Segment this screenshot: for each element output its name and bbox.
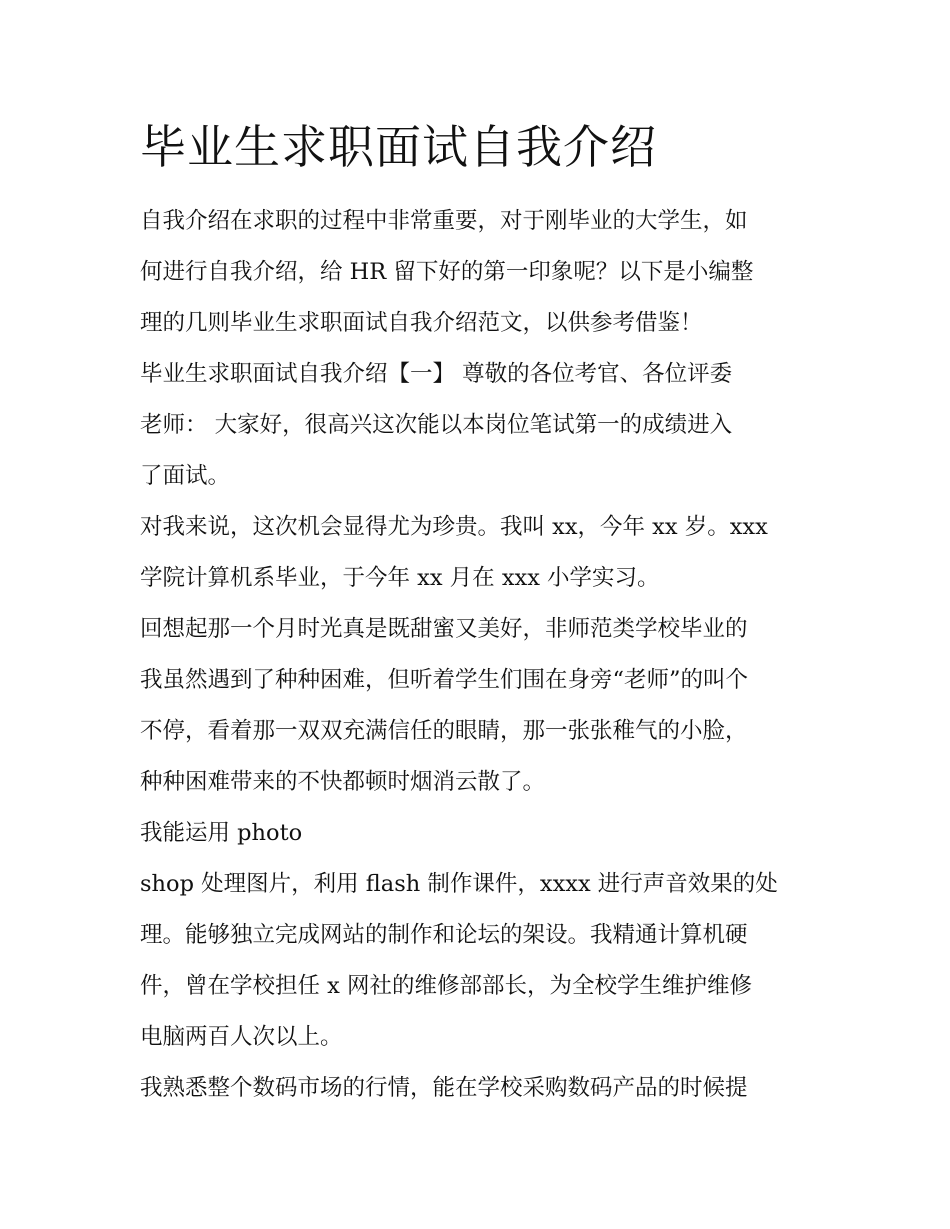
body-line: 毕业生求职面试自我介绍【一】 尊敬的各位考官、各位评委 <box>140 361 733 387</box>
body-line: 我熟悉整个数码市场的行情，能在学校采购数码产品的时候提 <box>140 1075 748 1101</box>
body-line: 我虽然遇到了种种困难，但听着学生们围在身旁“老师”的叫个 <box>140 667 749 693</box>
body-line: 种种困难带来的不快都顿时烟消云散了。 <box>140 769 546 795</box>
body-line: 电脑两百人次以上。 <box>140 1024 343 1050</box>
body-line: 对我来说，这次机会显得尤为珍贵。我叫 xx，今年 xx 岁。xxx <box>140 514 768 540</box>
body-line: 不停，看着那一双双充满信任的眼睛，那一张张稚气的小脸， <box>140 718 748 744</box>
body-line: 自我介绍在求职的过程中非常重要，对于刚毕业的大学生，如 <box>140 208 748 234</box>
body-line: shop 处理图片，利用 flash 制作课件，xxxx 进行声音效果的处 <box>140 871 778 897</box>
document-title: 毕业生求职面试自我介绍 <box>140 120 657 174</box>
body-line: 件，曾在学校担任 x 网社的维修部部长，为全校学生维护维修 <box>140 973 752 999</box>
body-line: 理。能够独立完成网站的制作和论坛的架设。我精通计算机硬 <box>140 922 748 948</box>
body-line: 老师： 大家好，很高兴这次能以本岗位笔试第一的成绩进入 <box>140 412 733 438</box>
body-line: 学院计算机系毕业，于今年 xx 月在 xxx 小学实习。 <box>140 565 660 591</box>
body-line: 我能运用 photo <box>140 820 303 846</box>
body-line: 理的几则毕业生求职面试自我介绍范文，以供参考借鉴！ <box>140 310 703 336</box>
body-line: 何进行自我介绍，给 HR 留下好的第一印象呢？以下是小编整 <box>140 259 754 285</box>
body-line: 回想起那一个月时光真是既甜蜜又美好，非师范类学校毕业的 <box>140 616 748 642</box>
body-line: 了面试。 <box>140 463 231 489</box>
